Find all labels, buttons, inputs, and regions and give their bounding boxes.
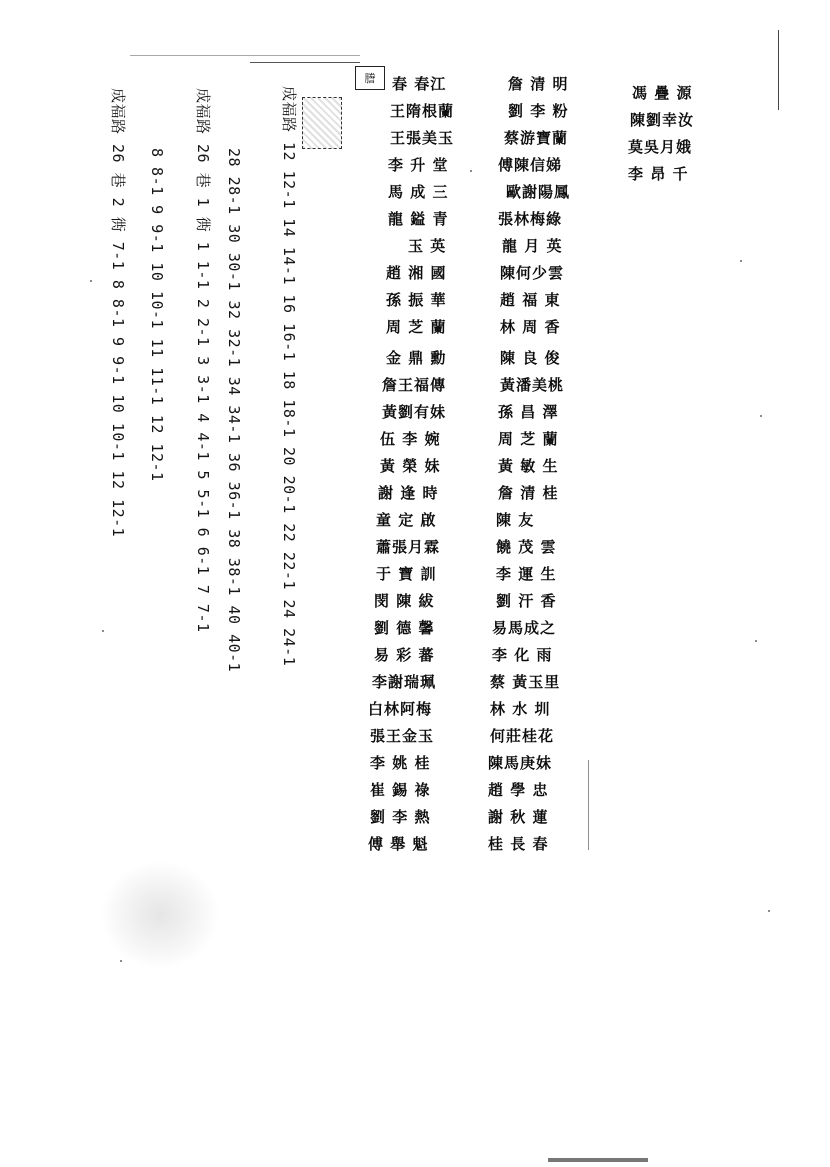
stamp-mark — [302, 97, 342, 149]
name-entry: 桂 長 春 — [488, 835, 549, 853]
name-entry: 蕭張月霖 — [376, 538, 441, 556]
name-entry: 王張美玉 — [390, 129, 455, 147]
name-entry: 謝 逢 時 — [378, 484, 439, 502]
right-margin-rule — [778, 30, 779, 110]
scan-speck — [470, 170, 472, 172]
name-entry: 李 昂 千 — [628, 165, 689, 183]
name-entry: 周 芝 蘭 — [386, 318, 447, 336]
name-entry: 劉 德 馨 — [374, 619, 435, 637]
name-entry: 春 春江 — [392, 75, 447, 93]
name-entry: 李謝瑞珮 — [372, 673, 437, 691]
name-entry: 馮 疊 源 — [632, 84, 693, 102]
scan-speck — [740, 260, 742, 262]
name-entry: 于 寶 訓 — [376, 565, 437, 583]
name-entry: 陳何少雲 — [500, 264, 565, 282]
name-entry: 閔 陳 紱 — [374, 592, 435, 610]
name-entry: 趙 學 忠 — [488, 781, 549, 799]
scan-speck — [102, 630, 104, 632]
scan-speck — [768, 910, 770, 912]
name-entry: 白林阿梅 — [368, 700, 433, 718]
name-entry: 陳劉幸汝 — [630, 111, 695, 129]
name-entry: 劉 李 粉 — [508, 102, 569, 120]
corner-tag: 謄 — [355, 66, 385, 90]
address-line-3: 成福路 26 巷 1 衖 1 1-1 2 2-1 3 3-1 4 4-1 5 5-1 6 6-1 7 7-1 — [194, 88, 212, 633]
bottom-edge-mark — [548, 1158, 648, 1162]
name-entry: 謝 秋 蓮 — [488, 808, 549, 826]
name-entry: 張王金玉 — [370, 727, 435, 745]
name-entry: 王隋根蘭 — [390, 102, 455, 120]
name-entry: 孫 振 華 — [386, 291, 447, 309]
name-entry: 易馬成之 — [492, 619, 557, 637]
name-entry: 馬 成 三 — [388, 183, 449, 201]
address-line-5: 成福路 26 巷 2 衖 7-1 8 8-1 9 9-1 10 10-1 12 12-1 — [109, 88, 127, 538]
name-entry: 黃劉有妹 — [382, 403, 447, 421]
name-entry: 詹 清 明 — [508, 75, 569, 93]
name-entry: 陳馬庚妹 — [488, 754, 553, 772]
name-entry: 伍 李 婉 — [380, 430, 441, 448]
name-entry: 陳 友 — [496, 511, 535, 529]
scan-smudge — [100, 860, 220, 970]
name-entry: 李 姚 桂 — [370, 754, 431, 772]
name-entry: 黃潘美桃 — [500, 376, 565, 394]
name-entry: 孫 昌 澤 — [498, 403, 559, 421]
name-entry: 蔡 黃玉里 — [490, 673, 561, 691]
scan-speck — [760, 415, 762, 417]
name-entry: 蔡游寶蘭 — [504, 129, 569, 147]
name-entry: 玉 英 — [408, 237, 447, 255]
name-entry: 李 化 雨 — [492, 646, 553, 664]
name-entry: 劉 李 熱 — [370, 808, 431, 826]
name-entry: 饒 茂 雲 — [496, 538, 557, 556]
name-entry: 李 升 堂 — [388, 156, 449, 174]
name-entry: 劉 汗 香 — [496, 592, 557, 610]
address-line-4: 8 8-1 9 9-1 10 10-1 11 11-1 12 12-1 — [148, 148, 166, 482]
scan-speck — [755, 640, 757, 642]
top-dash-line — [130, 55, 360, 56]
name-entry: 傅 舉 魁 — [368, 835, 429, 853]
name-entry: 龍 月 英 — [502, 237, 563, 255]
name-entry: 歐謝陽鳳 — [506, 183, 571, 201]
name-entry: 李 運 生 — [496, 565, 557, 583]
name-entry: 易 彩 蕃 — [374, 646, 435, 664]
name-entry: 詹 清 桂 — [498, 484, 559, 502]
name-entry: 傅陳信娣 — [498, 156, 563, 174]
name-entry: 何莊桂花 — [490, 727, 555, 745]
top-dash-line-2 — [250, 62, 360, 63]
name-entry: 林 水 圳 — [490, 700, 551, 718]
scan-speck — [120, 960, 122, 962]
name-entry: 童 定 啟 — [376, 511, 437, 529]
name-entry: 詹王福傳 — [382, 376, 447, 394]
name-entry: 張林梅綠 — [498, 210, 563, 228]
name-entry: 趙 湘 國 — [386, 264, 447, 282]
name-entry: 周 芝 蘭 — [498, 430, 559, 448]
right-mid-rule — [588, 760, 589, 850]
name-entry: 黃 敏 生 — [498, 457, 559, 475]
address-line-1: 成福路 12 12-1 14 14-1 16 16-1 18 18-1 20 20-1 22 22-1 24 24-1 — [280, 86, 298, 667]
name-entry: 莫吳月娥 — [628, 138, 693, 156]
address-line-2: 28 28-1 30 30-1 32 32-1 34 34-1 36 36-1 38 38-1 40 40-1 — [225, 148, 243, 673]
scan-speck — [90, 280, 92, 282]
name-entry: 崔 錫 祿 — [370, 781, 431, 799]
name-entry: 林 周 香 — [500, 318, 561, 336]
name-entry: 趙 福 東 — [500, 291, 561, 309]
name-entry: 龍 鎰 青 — [388, 210, 449, 228]
name-entry: 陳 良 俊 — [500, 349, 561, 367]
name-entry: 黃 榮 妹 — [380, 457, 441, 475]
name-entry: 金 鼎 勳 — [386, 349, 447, 367]
